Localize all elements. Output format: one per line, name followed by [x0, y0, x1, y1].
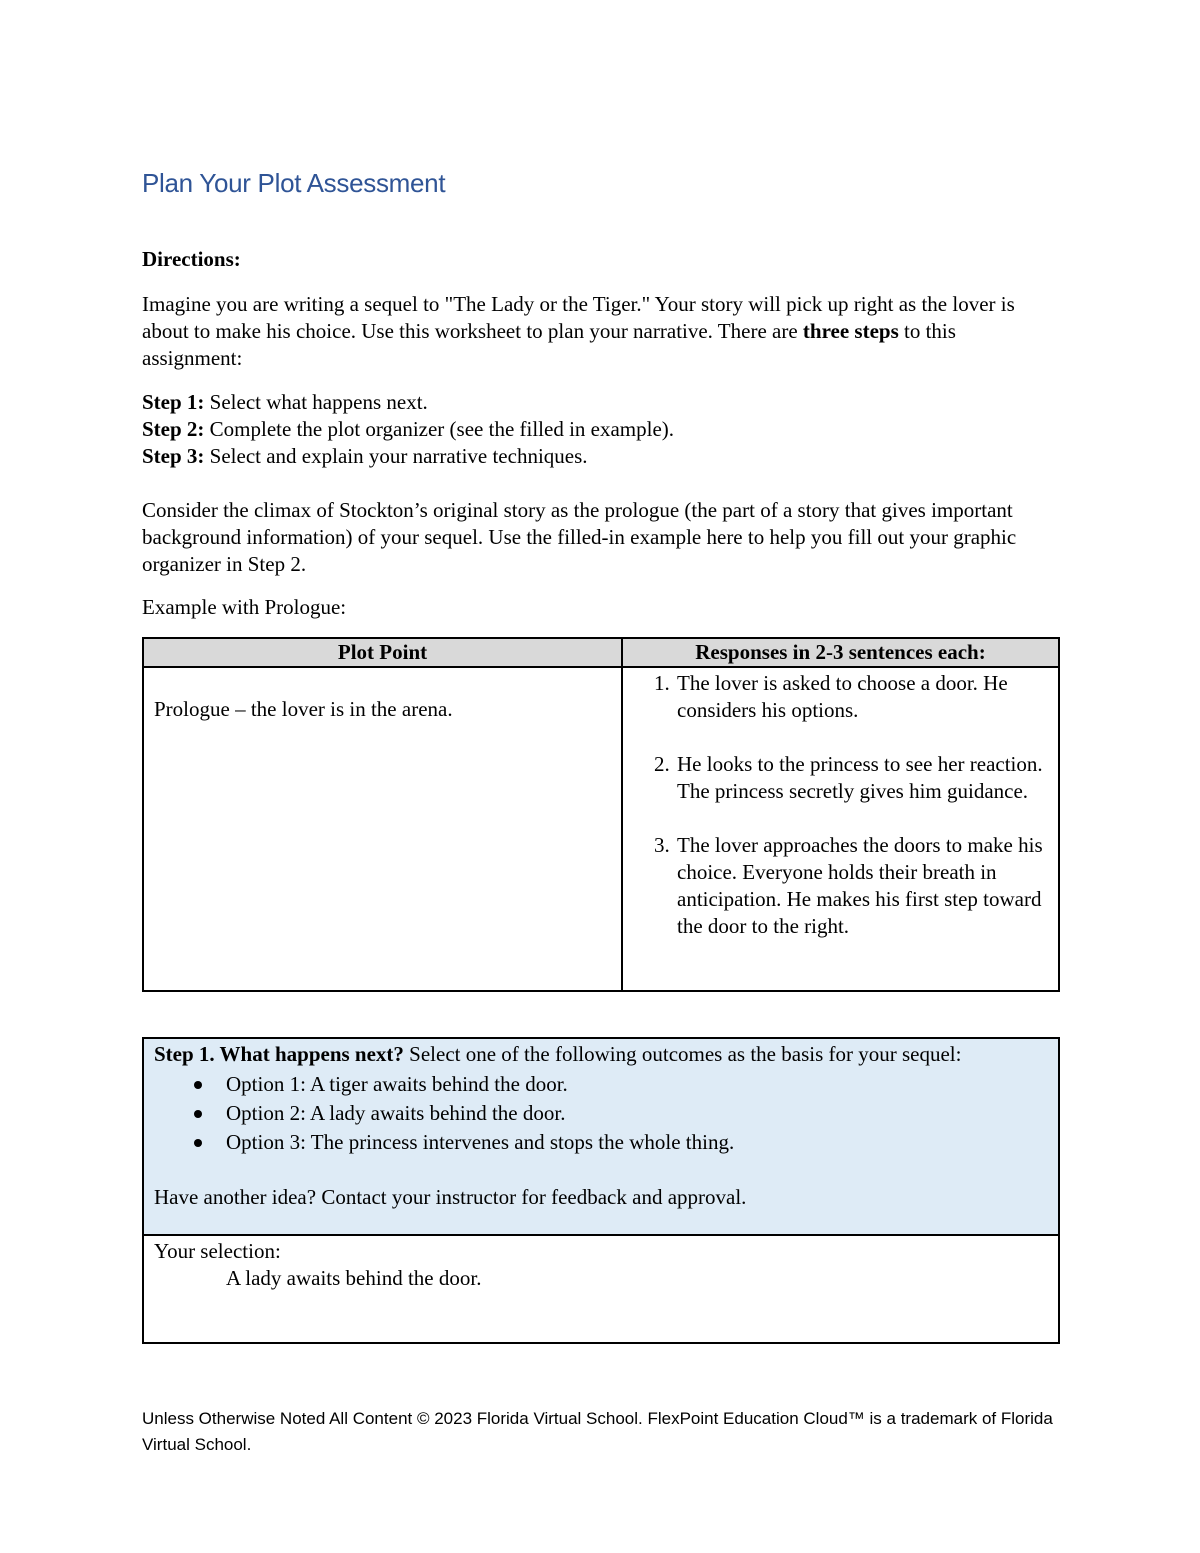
- plot-point-cell: Prologue – the lover is in the arena.: [143, 667, 622, 991]
- intro-paragraph: [142, 291, 1060, 372]
- step1-heading-bold: Step 1. What happens next?: [154, 1042, 404, 1066]
- example-label: Example with Prologue:: [142, 595, 347, 619]
- step-text: Select what happens next.: [204, 390, 428, 414]
- selection-label: Your selection:: [154, 1239, 281, 1263]
- selection-row: [143, 1235, 1059, 1343]
- responses-list: [633, 670, 1048, 940]
- page-title: Plan Your Plot Assessment: [142, 168, 446, 198]
- options-list: [154, 1070, 1048, 1157]
- step-text: Select and explain your narrative techniques.: [204, 444, 588, 468]
- option-item: Option 1: A tiger awaits behind the door.: [214, 1070, 1048, 1099]
- intro-tail: to this assignment:: [142, 319, 956, 370]
- list-item: 2. He looks to the princess to see her reaction. The princess secretly gives him guidance.: [675, 751, 1048, 805]
- responses-cell: [622, 667, 1059, 991]
- option-item: Option 3: The princess intervenes and stops the whole thing.: [214, 1128, 1048, 1157]
- intro-text: Imagine you are writing a sequel to "The Lady or the Tiger." Your story will pick up right as the lover is about to make his choice. Use this worksheet to plan your narrative. There are: [142, 292, 1015, 343]
- table-header-row: [143, 638, 1059, 667]
- step-label: Step 3:: [142, 444, 205, 468]
- steps-list: [142, 389, 674, 470]
- step1-heading: [154, 1041, 1048, 1068]
- plot-point-header: Plot Point: [143, 638, 622, 667]
- example-plot-table: [142, 637, 1060, 992]
- step-item: [142, 443, 674, 470]
- list-item: 3. The lover approaches the doors to make his choice. Everyone holds their breath in anticipation. He makes his first step toward the door to the right.: [675, 832, 1048, 940]
- another-idea-text: Have another idea? Contact your instructor for feedback and approval.: [154, 1185, 747, 1209]
- table-row: [143, 667, 1059, 991]
- step-label: Step 2:: [142, 417, 205, 441]
- footer-copyright: Unless Otherwise Noted All Content © 2023 Florida Virtual School. FlexPoint Education Cloud™ is a trademark of Florida Virtual School.: [142, 1409, 1053, 1454]
- step1-table: [142, 1037, 1060, 1344]
- directions-label: Directions:: [142, 247, 241, 271]
- step1-heading-text: Select one of the following outcomes as the basis for your sequel:: [403, 1042, 962, 1066]
- step1-header-row: [143, 1038, 1059, 1235]
- step1-instructions-cell: [143, 1038, 1059, 1235]
- consider-paragraph: Consider the climax of Stockton’s original story as the prologue (the part of a story that gives important background information) of your sequel. Use the filled-in example here to help you fill out your graphic organizer in Step 2.: [142, 498, 1017, 576]
- step-text: Complete the plot organizer (see the filled in example).: [204, 417, 675, 441]
- selection-value: A lady awaits behind the door.: [226, 1266, 482, 1290]
- step-label: Step 1:: [142, 390, 205, 414]
- intro-bold: three steps: [802, 319, 899, 343]
- option-item: Option 2: A lady awaits behind the door.: [214, 1099, 1048, 1128]
- step-item: [142, 416, 674, 443]
- step-item: [142, 389, 674, 416]
- list-item: 1. The lover is asked to choose a door. He considers his options.: [675, 670, 1048, 724]
- selection-cell[interactable]: [143, 1235, 1059, 1343]
- responses-header: Responses in 2-3 sentences each:: [622, 638, 1059, 667]
